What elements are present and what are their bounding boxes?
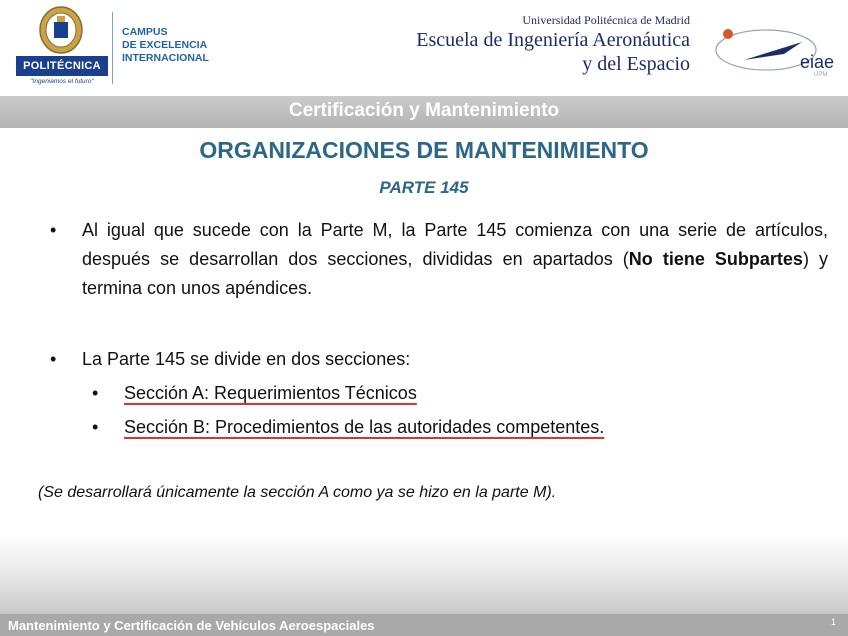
footer-course-name: Mantenimiento y Certificación de Vehículos Aeroespaciales xyxy=(8,618,375,633)
upm-logo xyxy=(16,6,108,92)
section-item-a xyxy=(44,376,828,410)
header-divider xyxy=(112,12,113,84)
bullet-1-bold: No tiene Subpartes xyxy=(628,249,803,269)
university-name: Universidad Politécnica de Madrid xyxy=(522,13,690,27)
slide-subtitle: PARTE 145 xyxy=(379,178,469,197)
slide-note: (Se desarrollará únicamente la sección A como ya se hizo en la parte M). xyxy=(38,484,557,501)
course-title: Certificación y Mantenimiento xyxy=(288,100,560,121)
slide-content xyxy=(44,216,828,444)
school-line-2: y del Espacio xyxy=(582,53,690,75)
section-a-text: Sección A: Requerimientos Técnicos xyxy=(124,383,417,403)
school-name xyxy=(416,12,690,76)
upm-name: POLITÉCNICA xyxy=(16,56,108,76)
slide-header xyxy=(0,0,848,96)
course-title-band xyxy=(0,96,848,128)
bullet-dot-icon: • xyxy=(92,383,99,403)
campus-line-3: INTERNACIONAL xyxy=(122,52,209,64)
eiae-logo-icon xyxy=(714,20,834,78)
bullet-1-text-pre: Al igual que sucede con la Parte M, la Parte 145 comienza con una serie de artículos, después se desarrollan dos secciones, divididas en apartados ( xyxy=(82,220,828,269)
bullet-2-text: La Parte 145 se divide en dos secciones: xyxy=(82,349,411,369)
bullet-dot-icon: • xyxy=(50,349,57,369)
section-b-text: Sección B: Procedimientos de las autoridades competentes. xyxy=(124,417,605,437)
upm-crest-icon xyxy=(38,6,84,54)
bullet-dot-icon: • xyxy=(50,220,57,240)
eiae-logo-sub: UPM xyxy=(814,72,828,78)
campus-line-2: DE EXCELENCIA xyxy=(122,39,208,51)
slide-title: ORGANIZACIONES DE MANTENIMIENTO xyxy=(199,137,649,163)
footer-gradient xyxy=(0,535,848,620)
campus-line-1: CAMPUS xyxy=(122,26,168,38)
bullet-item-1 xyxy=(44,216,828,303)
campus-excelencia-logo xyxy=(122,26,209,65)
slide-footer xyxy=(0,614,848,636)
bullet-item-2 xyxy=(44,345,828,374)
upm-tagline: "Ingeniamos el futuro" xyxy=(30,78,94,85)
page-number: 1 xyxy=(830,617,836,627)
bullet-dot-icon: • xyxy=(92,417,99,437)
section-item-b xyxy=(44,410,828,444)
sections-list xyxy=(44,376,828,444)
bullet-1-text-post: ) y termina con unos apéndices. xyxy=(82,249,828,298)
school-line-1: Escuela de Ingeniería Aeronáutica xyxy=(416,29,690,51)
eiae-logo-text: eiae xyxy=(800,52,834,72)
